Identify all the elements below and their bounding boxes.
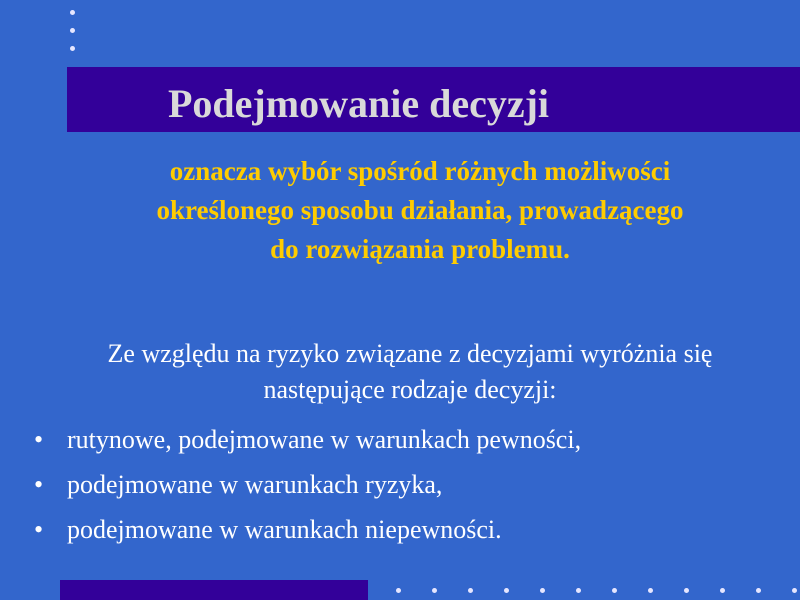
footer-bar <box>60 580 368 600</box>
slide-title: Podejmowanie decyzji <box>168 81 550 126</box>
intro-line: następujące rodzaje decyzji: <box>263 375 557 404</box>
bullet-icon: • <box>34 470 44 499</box>
dot-bottom-7 <box>612 588 617 593</box>
bullet-icon: • <box>34 425 44 454</box>
list-item-text: rutynowe, podejmowane w warunkach pewności, <box>67 425 582 454</box>
list-item-text: podejmowane w warunkach niepewności. <box>67 515 502 544</box>
dot-top-2 <box>70 28 75 33</box>
dot-bottom-11 <box>756 588 761 593</box>
definition-line: do rozwiązania problemu. <box>270 234 570 264</box>
dot-bottom-10 <box>720 588 725 593</box>
definition-text <box>40 152 800 269</box>
bullet-icon: • <box>34 515 44 544</box>
list-item <box>34 462 581 507</box>
dot-bottom-12 <box>792 588 797 593</box>
dot-bottom-4 <box>504 588 509 593</box>
decision-types-list <box>34 417 581 552</box>
dot-bottom-6 <box>576 588 581 593</box>
definition-line: określonego sposobu działania, prowadzącego <box>156 195 684 225</box>
dot-bottom-5 <box>540 588 545 593</box>
intro-line: Ze względu na ryzyko związane z decyzjami wyróżnia się <box>107 339 713 368</box>
dot-bottom-3 <box>468 588 473 593</box>
dot-bottom-9 <box>684 588 689 593</box>
dot-bottom-1 <box>396 588 401 593</box>
dot-top-1 <box>70 10 75 15</box>
list-item-text: podejmowane w warunkach ryzyka, <box>67 470 443 499</box>
list-item <box>34 507 581 552</box>
list-item <box>34 417 581 462</box>
definition-line: oznacza wybór spośród różnych możliwości <box>169 156 671 186</box>
intro-text <box>0 336 800 408</box>
dot-bottom-8 <box>648 588 653 593</box>
dot-top-3 <box>70 46 75 51</box>
dot-bottom-2 <box>432 588 437 593</box>
